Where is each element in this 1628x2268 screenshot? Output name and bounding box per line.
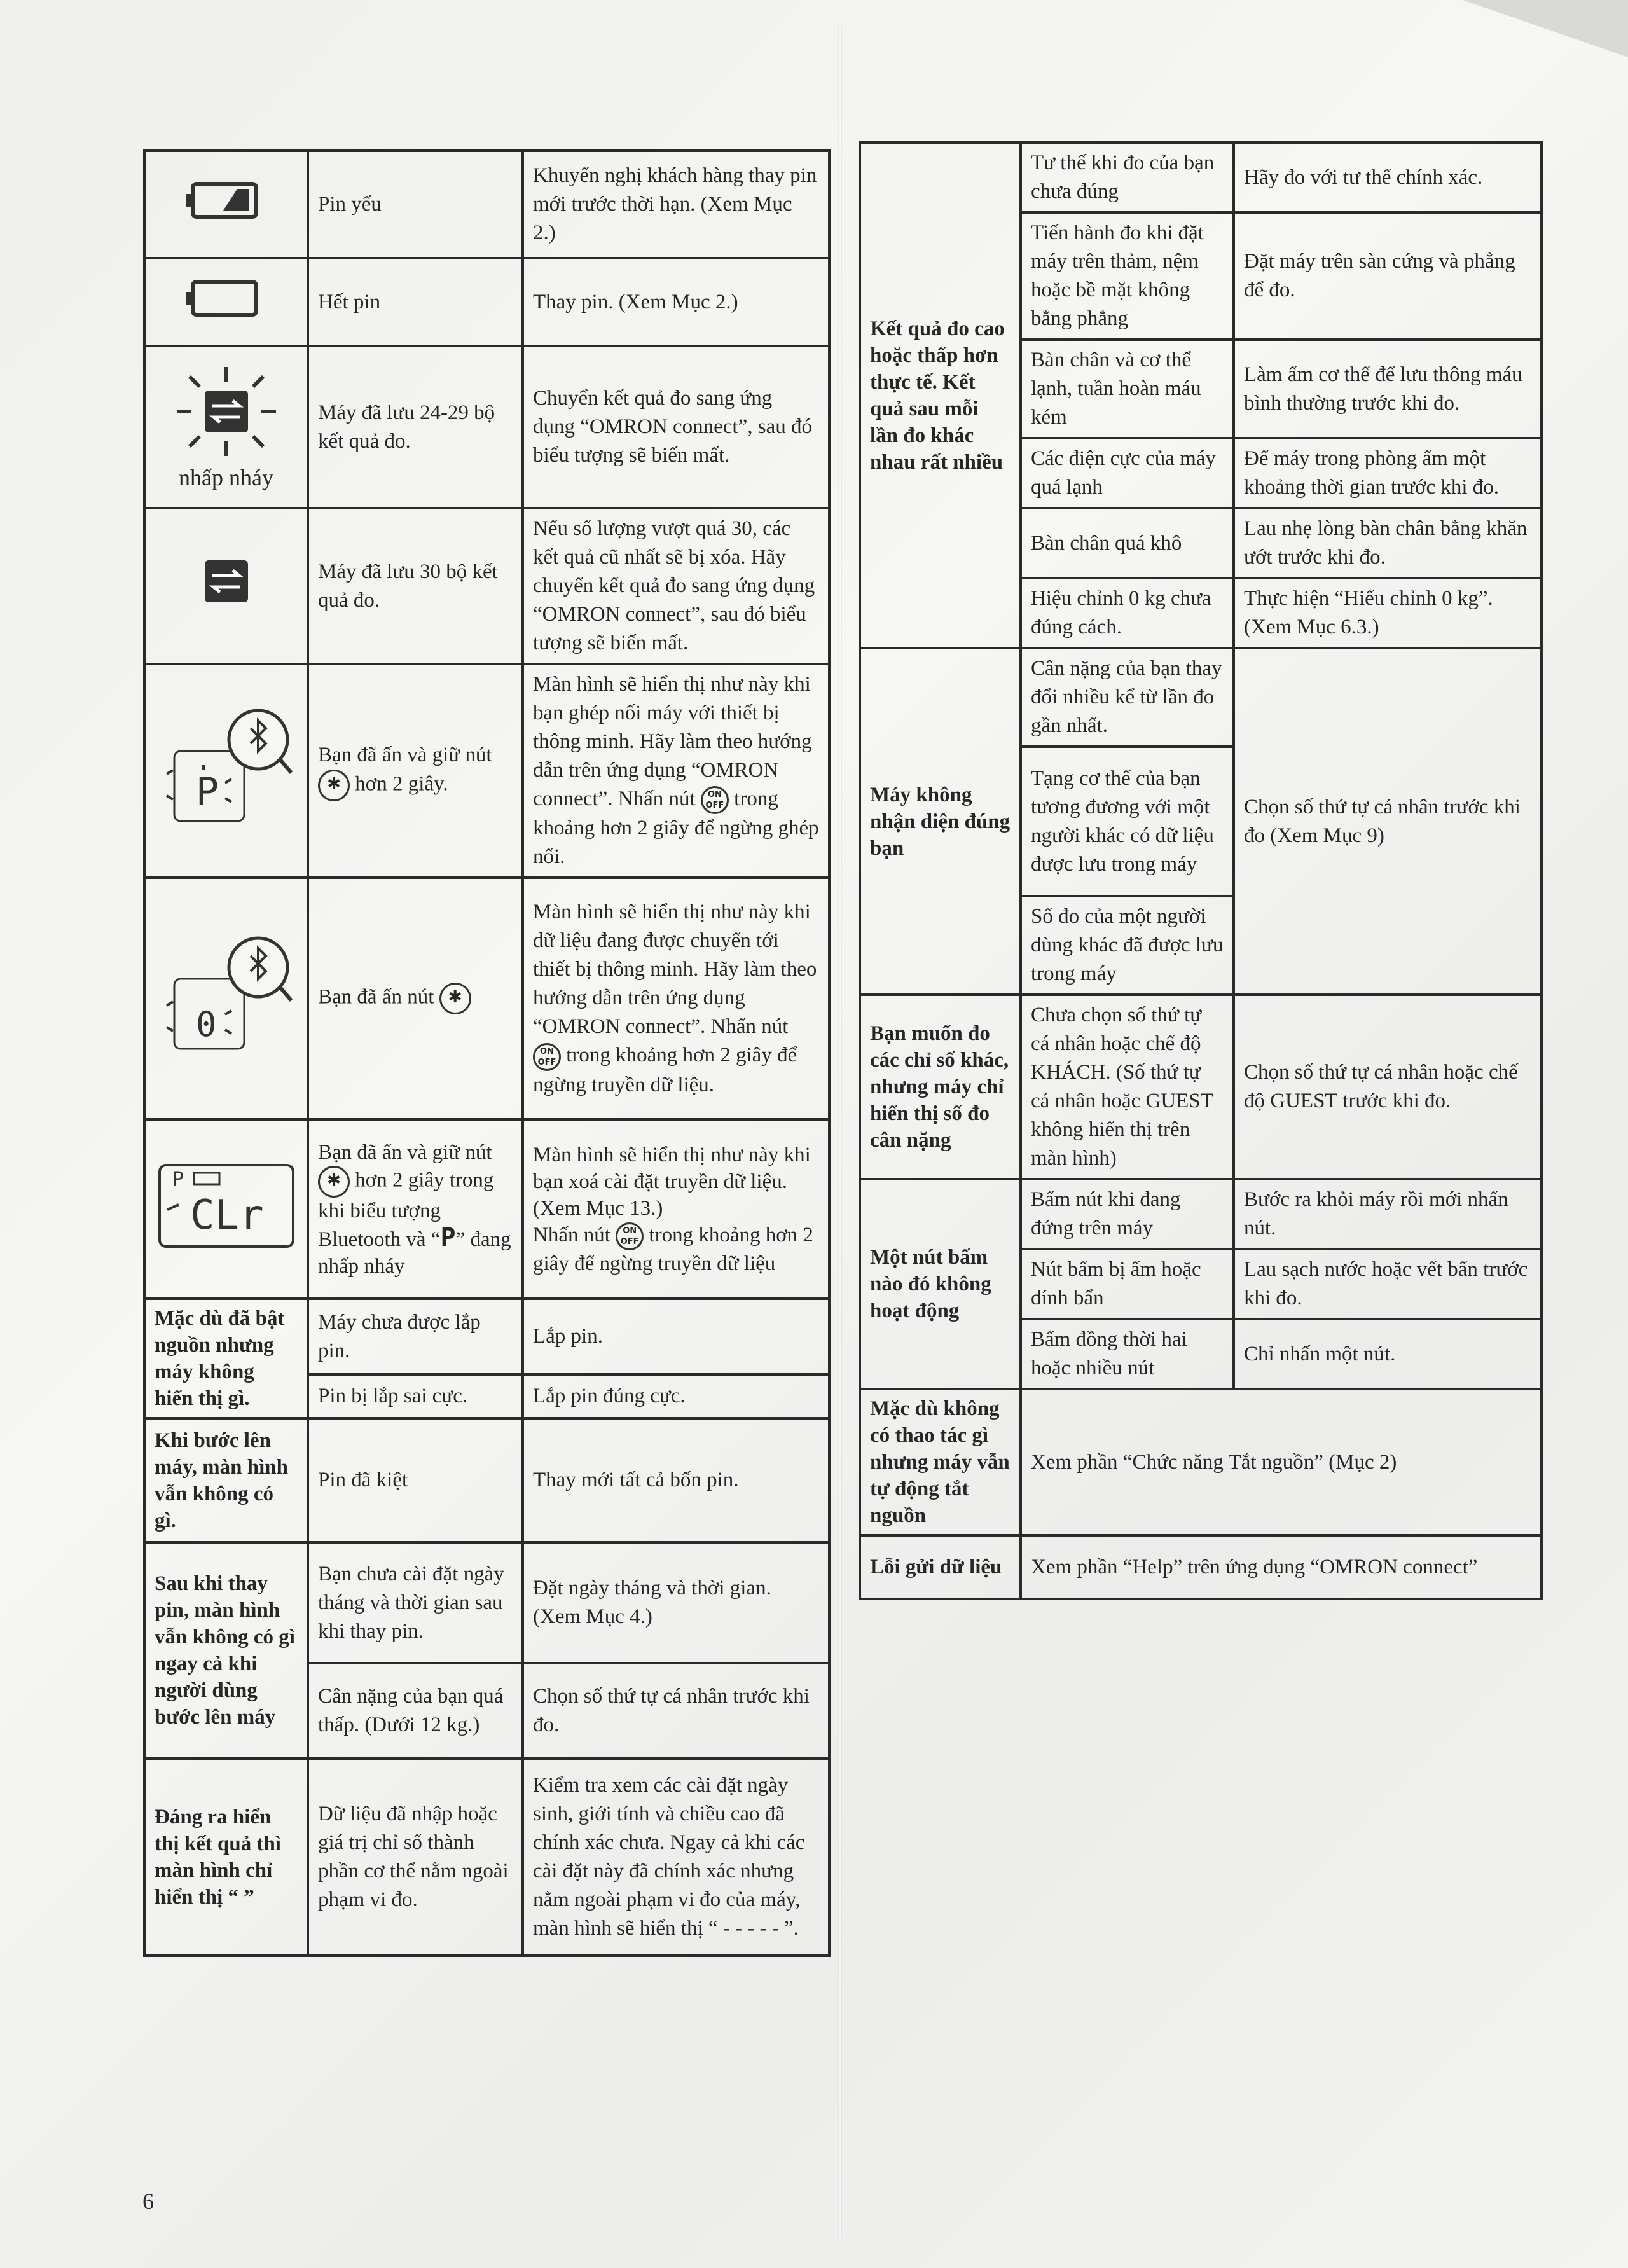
no-battery-cause: Máy chưa được lắp pin. xyxy=(308,1299,523,1374)
fix-choose-guest: Chọn số thứ tự cá nhân hoặc chế độ GUEST trước khi đo. xyxy=(1234,995,1542,1179)
transfer-blinking-icon xyxy=(163,364,290,459)
battery-dead-fix: Thay mới tất cả bốn pin. xyxy=(523,1418,829,1542)
wrong-polarity-fix: Lắp pin đúng cực. xyxy=(523,1374,829,1419)
storage-24-29-remedy: Chuyển kết quả đo sang ứng dụng “OMRON connect”, sau đó biểu tượng sẽ biến mất. xyxy=(523,346,829,508)
no-display-power-on-head: Mặc dù đã bật nguồn nhưng máy không hiển thị gì. xyxy=(144,1299,308,1418)
cause-zero-calibration: Hiệu chỉnh 0 kg chưa đúng cách. xyxy=(1021,578,1234,648)
fix-cold-body: Làm ấm cơ thể để lưu thông máu bình thường trước khi đo. xyxy=(1234,340,1542,438)
page-number: 6 xyxy=(142,2188,154,2214)
cause-posture: Tư thế khi đo của bạn chưa đúng xyxy=(1021,142,1234,212)
storage-30-label: Máy đã lưu 30 bộ kết quả đo. xyxy=(308,508,523,664)
svg-text:P: P xyxy=(172,1168,184,1191)
fix-one-button: Chỉ nhấn một nút. xyxy=(1234,1319,1542,1389)
fix-clean-button: Lau sạch nước hoặc vết bẩn trước khi đo. xyxy=(1234,1249,1542,1319)
transfer-icon xyxy=(201,557,252,607)
transfer-label: Bạn đã ấn nút ✱ xyxy=(308,878,523,1119)
bluetooth-button-icon: ✱ xyxy=(318,1166,350,1198)
fix-dry-feet: Lau nhẹ lòng bàn chân bằng khăn ướt trước khi đo. xyxy=(1234,508,1542,578)
troubleshooting-table-left xyxy=(143,149,831,1957)
no-display-step-on-head: Khi bước lên máy, màn hình vẫn không có gì. xyxy=(144,1418,308,1542)
folded-corner xyxy=(1463,0,1628,57)
pairing-remedy: Màn hình sẽ hiển thị như này khi bạn ghép nối máy với thiết bị thông minh. Hãy làm theo hướng dẫn trên ứng dụng “OMRON connect”. Nhấn nút ON OFF trong khoảng hơn 2 giây để ngừng ghép nối. xyxy=(523,664,829,878)
transfer-display-cell xyxy=(144,878,308,1119)
pairing-display-cell xyxy=(144,664,308,878)
cause-weight-changed: Cân nặng của bạn thay đổi nhiều kể từ lần đo gần nhất. xyxy=(1021,648,1234,747)
low-battery-icon-cell xyxy=(144,151,308,258)
on-off-button-icon: ON OFF xyxy=(533,1043,561,1071)
cause-similar-body: Tạng cơ thể của bạn tương đương với một người khác có dữ liệu được lưu trong máy xyxy=(1021,747,1234,896)
out-of-range-cause: Dữ liệu đã nhập hoặc giá trị chỉ số thành phần cơ thể nằm ngoài phạm vi đo. xyxy=(308,1759,523,1956)
svg-text:P: P xyxy=(195,769,219,814)
clear-display-cell xyxy=(144,1119,308,1299)
clear-remedy: Màn hình sẽ hiển thị như này khi bạn xoá cài đặt truyền dữ liệu. (Xem Mục 13.) Nhấn nút ON OFF trong khoảng hơn 2 giây để ngừng truyền dữ liệu xyxy=(523,1119,829,1299)
no-display-after-battery-head: Sau khi thay pin, màn hình vẫn không có gì ngay cả khi người dùng bước lên máy xyxy=(144,1542,308,1759)
storage-24-29-label: Máy đã lưu 24-29 bộ kết quả đo. xyxy=(308,346,523,508)
svg-text:CLr: CLr xyxy=(190,1191,264,1239)
empty-battery-label: Hết pin xyxy=(308,258,523,346)
fix-step-off: Bước ra khỏi máy rồi mới nhấn nút. xyxy=(1234,1179,1542,1249)
fix-posture: Hãy đo với tư thế chính xác. xyxy=(1234,142,1542,212)
cause-cold-electrodes: Các điện cực của máy quá lạnh xyxy=(1021,438,1234,508)
fix-power-off-function: Xem phần “Chức năng Tắt nguồn” (Mục 2) xyxy=(1021,1389,1542,1535)
page-fold xyxy=(838,25,842,2239)
fix-zero-calibration: Thực hiện “Hiểu chỉnh 0 kg”. (Xem Mục 6.3.) xyxy=(1234,578,1542,648)
troubleshooting-table-right xyxy=(859,141,1543,1600)
low-battery-icon xyxy=(185,175,268,226)
fix-help-app: Xem phần “Help” trên ứng dụng “OMRON connect” xyxy=(1021,1535,1542,1599)
low-battery-label: Pin yếu xyxy=(308,151,523,258)
blinking-caption: nhấp nháy xyxy=(179,465,273,490)
storage-30-remedy: Nếu số lượng vượt quá 30, các kết quả cũ nhất sẽ bị xóa. Hãy chuyển kết quả đo sang ứng dụng “OMRON connect”, sau đó biểu tượng sẽ biến mất. xyxy=(523,508,829,664)
cause-pressed-while-standing: Bấm nút khi đang đứng trên máy xyxy=(1021,1179,1234,1249)
cause-multiple-buttons: Bấm đồng thời hai hoặc nhiều nút xyxy=(1021,1319,1234,1389)
dash-display-head: Đáng ra hiển thị kết quả thì màn hình chỉ hiển thị “ ” xyxy=(144,1759,308,1956)
inaccurate-results-head: Kết quả đo cao hoặc thấp hơn thực tế. Kết quả sau mỗi lần đo khác nhau rất nhiều xyxy=(860,142,1021,648)
cause-uneven-surface: Tiến hành đo khi đặt máy trên thảm, nệm hoặc bề mặt không bằng phẳng xyxy=(1021,212,1234,340)
transfer-remedy: Màn hình sẽ hiển thị như này khi dữ liệu đang được chuyển tới thiết bị thông minh. Hãy làm theo hướng dẫn trên ứng dụng “OMRON connect”. Nhấn nút ON OFF trong khoảng hơn 2 giây để ngừng truyền dữ liệu. xyxy=(523,878,829,1119)
pairing-label: Bạn đã ấn và giữ nút ✱ hơn 2 giây. xyxy=(308,664,523,878)
transfer-display-icon xyxy=(156,934,296,1055)
fix-select-personal-number: Chọn số thứ tự cá nhân trước khi đo (Xem Mục 9) xyxy=(1234,648,1542,995)
svg-text:0: 0 xyxy=(195,1004,217,1044)
cause-other-user: Số đo của một người dùng khác đã được lưu trong máy xyxy=(1021,896,1234,995)
empty-battery-icon-cell xyxy=(144,258,308,346)
clear-display-icon xyxy=(153,1158,300,1253)
cause-dry-feet: Bàn chân quá khô xyxy=(1021,508,1234,578)
fix-uneven-surface: Đặt máy trên sàn cứng và phẳng để đo. xyxy=(1234,212,1542,340)
transfer-icon-cell xyxy=(144,508,308,664)
weight-too-low-fix: Chọn số thứ tự cá nhân trước khi đo. xyxy=(523,1663,829,1759)
on-off-button-icon: ON OFF xyxy=(616,1222,644,1250)
cause-no-personal-number: Chưa chọn số thứ tự cá nhân hoặc chế độ KHÁCH. (Số thứ tự cá nhân hoặc GUEST không hiển thị trên màn hình) xyxy=(1021,995,1234,1179)
no-date-time-fix: Đặt ngày tháng và thời gian. (Xem Mục 4.) xyxy=(523,1542,829,1663)
clear-label: Bạn đã ấn và giữ nút ✱ hơn 2 giây trong khi biểu tượng Bluetooth và “P” đang nhấp nháy xyxy=(308,1119,523,1299)
cause-cold-body: Bàn chân và cơ thể lạnh, tuần hoàn máu kém xyxy=(1021,340,1234,438)
low-battery-remedy: Khuyến nghị khách hàng thay pin mới trước thời hạn. (Xem Mục 2.) xyxy=(523,151,829,258)
bluetooth-button-icon: ✱ xyxy=(439,983,471,1014)
button-not-working-head: Một nút bấm nào đó không hoạt động xyxy=(860,1179,1021,1389)
bluetooth-button-icon: ✱ xyxy=(318,770,350,801)
battery-dead-cause: Pin đã kiệt xyxy=(308,1418,523,1542)
auto-power-off-head: Mặc dù không có thao tác gì nhưng máy vẫn tự động tắt nguồn xyxy=(860,1389,1021,1535)
weight-only-head: Bạn muốn đo các chỉ số khác, nhưng máy chỉ hiển thị số đo cân nặng xyxy=(860,995,1021,1179)
no-battery-fix: Lắp pin. xyxy=(523,1299,829,1374)
fix-cold-electrodes: Để máy trong phòng ấm một khoảng thời gian trước khi đo. xyxy=(1234,438,1542,508)
weight-too-low-cause: Cân nặng của bạn quá thấp. (Dưới 12 kg.) xyxy=(308,1663,523,1759)
cause-wet-dirty-button: Nút bấm bị ẩm hoặc dính bẩn xyxy=(1021,1249,1234,1319)
pairing-display-icon xyxy=(156,707,296,827)
data-send-error-head: Lỗi gửi dữ liệu xyxy=(860,1535,1021,1599)
wrong-polarity-cause: Pin bị lắp sai cực. xyxy=(308,1374,523,1419)
not-recognized-head: Máy không nhận diện đúng bạn xyxy=(860,648,1021,995)
transfer-blink-icon-cell xyxy=(144,346,308,508)
out-of-range-fix: Kiểm tra xem các cài đặt ngày sinh, giới tính và chiều cao đã chính xác chưa. Ngay cả khi các cài đặt này đã chính xác nhưng nằm ngoài phạm vi đo của máy, màn hình sẽ hiển thị “ - - - - - ”. xyxy=(523,1759,829,1956)
empty-battery-remedy: Thay pin. (Xem Mục 2.) xyxy=(523,258,829,346)
no-date-time-cause: Bạn chưa cài đặt ngày tháng và thời gian sau khi thay pin. xyxy=(308,1542,523,1663)
on-off-button-icon: ON OFF xyxy=(701,786,729,814)
empty-battery-icon xyxy=(185,273,268,324)
